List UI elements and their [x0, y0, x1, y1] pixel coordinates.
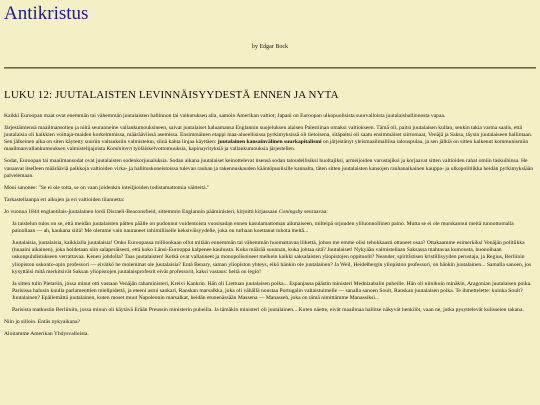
book-title: Coningsby: [278, 208, 303, 215]
paragraph: Tarkastellaanpa eri aikojen ja eri valtioiden tilannetta:: [4, 196, 125, 203]
byline: by Edgar Bock: [252, 44, 288, 50]
paragraph: [4, 209, 536, 216]
italic-term: Kominitern: [106, 146, 133, 153]
paragraph-text: Järjestämiensä maailmansotien ja niitä seuranneine vallankumouksineen, saivat juutalaiset haluamansa Englannin suojeluksen alaisen Palestiinan omaksi valtiokseen. Tämä oli, paitsi juutalaisen kullan, senkin takia varma saalis, että juutalaisia oli kaikkien voittaja-maiden korkeimmissa, määrääviissä asemissa. Ensimmäinen etappi maa-alueellisissa pyrkimyksissä oli tietoisena, sitäpaitsi oli saatu ensimmäiset siirtomaat, Venäjä ja Saksa, täysin juutalaiseen hallintaan. Sen jälkeinen aika on siten käytetty suuriin valtauksiin valmistelun, siinä kahta linjaa käyttäen:: [4, 125, 533, 146]
quote-paragraph: Juutalaisia, juutalaisia, kaikkialla juutalaisia! Onko Euroopassa millionkaan ollut mitään ennemmän tai vähemmän huomattavaa liikettä, johon me emme olisi tehokkaasti ottaneet osaa? Ottakaamme esimerkiksi Venäjän politiikka (huaaini aikainen), joka hoidetaan niin salaperäisesti, että koko Länsi-Eurooppa kalpenee kauhusta. Kuka määrää suunnan, kuka johtaa sitä? Juutalaiset! Nykyään valmistellaan Saksassa mahtavaa kumousta, huonoihaan uskonpuhdistukseen verrattavaa. Kenen johdolla? Taas juutalaisten! Ketkä ovat vallanneet ja monopolisoineet melkein kaikki saksalaisten yliopistojen oppituolit? Neander, spiritistisen kristillisyyden perustaja, ja Regius, Berliinin yliopiston uskonto-opin professori — eivätkö he molemmat ole juutalaisia? Entä Benary, saman yliopiston yhteys, eikö hänkin ole juutalainen? Ja Weil, Heidelbergin yliopiston professori, on hänkin juutalainen... Samalla sanoen, jos kysyttäisi mitä merkitsivät Saksan yliopistojen juutalaisprofesrit eivät professorit, kaksi vastaus: heitä on legio!: [12, 240, 532, 275]
quote-paragraph: Ja taistelun tulos on se, että meidän juutalaisten pätten päälle on pudonnut vuidentoista vuosisadan ennen kasulamattoman aikmaiseen, milteipä orjuuden yliluonnollinen paino. Mutta se ei ole murskannut meitä tunnottomalla painollaan — ah, kaukana siitä! Me olemme vain nauraneet inhimilliselle keksiväisyydelle, joka on turhaan koettanut tuhota meitä...: [12, 221, 514, 235]
paragraph-text: työläiskelvottomuuksia, kapinayrityksiä ja vallankumouksia järjestellen.: [133, 146, 296, 153]
paragraph: Sodat, Euroopan tai maailmansodat ovat juutalaisten sodenkorjuualuksia. Sodan aikana juutalaiset keinottelevat itsensä sodan taloudellisiksi huoltajiksi, armeijoiden varustajiksi ja korjaavat sitten valtioiden rahat omiin taskuihinsa. He vanaavat itselleen määrääviä paikkoja valtioiden virka- ja hallituskoneistoissa tulevan rauhan ja rakennuskauden kääntöpuolisille kannalta, täten sitten juutalaisten kansojen rauhanaikainen kauppa- ja ulkopolitiikka heidän pyrkimyksiään palvelemaan.: [4, 158, 534, 179]
quote-paragraph: Ja sitten tulin Pietariin, jossa minut otti vastaan Venäjän rahaministeri, Kreivi Kankrin. Hän oli Liettuan juutalaisen poika... Espanjassa päästin ministeri Mednizabalin puheille. Hän oli niinikuin minäkin, Aragonian juutalaisen poika. Parisissa halusin kuulla parlamenttien mielipidettä, ja eteeni astui sankari, Ranskan marsalkka, joka oli vähällä noustaa Portugalin valtaistuimelle — sanalla sanoen Soult, Ranskan juutalaisen poika. Te ihmettelette: kuinka Soult? Juutalainen? Epäilemättä juutalainen, kuten moset muut Napoleonin marsalkat, heidän etunenässään Massena — Manasseh, joka on tämä nimittämme Manassiksi...: [12, 280, 532, 301]
quote-block: [12, 221, 536, 314]
paragraph: Niin jo silloin. Entäs nykyaikana?: [4, 319, 80, 326]
paragraph: Aloitamme Amerikan Yhdysvalloista.: [4, 331, 89, 338]
paragraph-text: on järjestänyt yleismaailmalliisa talouspulaa, ja sen jälkiä on sitten kalkenut kommunismiin maailmanvallankumouksen valmistelijajoista: [4, 139, 529, 153]
bold-phrase: juutalainen kansainvälinen suurkapitalismi: [217, 139, 322, 146]
paragraph: Kaikki Euroopan maat ovat enemmän tai vähemmän juutalaisten hallinnon tai vaikutuksen alla, samoin Amerikan valtiot; Japani on Euroopan ulkopuolisista suurvalloista juutalaishallinnosta vapaa.: [4, 113, 446, 119]
horizontal-rule: [4, 67, 536, 69]
paragraph-text: Jo vuonna 1844 englantilais-juutalainen lordi Disraeli-Beaconsfield, sittemmin Englannin pääministeri, kirjoitti kirjassaan: [4, 208, 278, 215]
chapter-title: LUKU 12: JUUTALAISTEN LEVINNÄISYYDESTÄ ENNEN JA NYTA: [4, 89, 339, 101]
quote-paragraph: Parisista matkustin Berliiniin, jossa minun oli käytävä Erään Preussin ministerin puheilla. Ja tämäkin ministeri oli juutalainen... Kuten näette, eivät maailmaa hallitse näkyvät henkilöt, vaan ne, jotka pysyttelevät kulisseien takana.: [12, 306, 524, 313]
paragraph-text: seuraavaa:: [304, 208, 328, 215]
paragraph: Moni sanonee: "Se ei ole totta, se on vaan joidenkin inteiljioiden todistamattomia väitteitä.": [4, 184, 210, 191]
site-title: Antikristus: [4, 3, 89, 24]
paragraph: [4, 125, 536, 153]
